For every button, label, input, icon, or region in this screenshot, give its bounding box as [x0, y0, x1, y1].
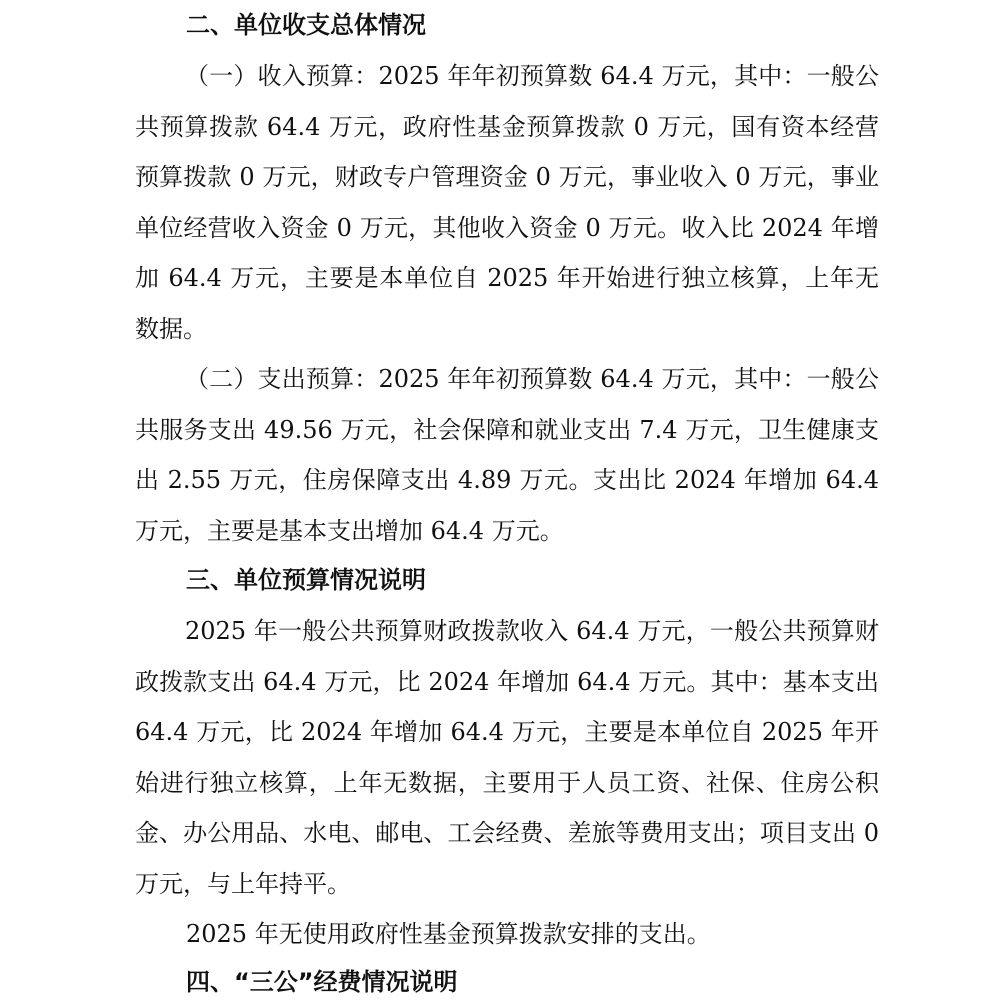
expenditure-budget-paragraph: （二）支出预算：2025 年年初预算数 64.4 万元，其中：一般公共服务支出 49.56 万元，社会保障和就业支出 7.4 万元，卫生健康支出 2.55 万元，住房保障支出 4.89 万元。支出比 2024 年增加 64.4 万元，主要是基本支出增加 64.4 万元。: [135, 365, 879, 545]
income-budget-paragraph: （一）收入预算：2025 年年初预算数 64.4 万元，其中：一般公共预算拨款 64.4 万元，政府性基金预算拨款 0 万元，国有资本经营预算拨款 0 万元，财政专户管理资金 0 万元，事业收入 0 万元，事业单位经营收入资金 0 万元，其他收入资金 0 万元。收入比 2024 年增加 64.4 万元，主要是本单位自 2025 年开始进行独立核算，上年无数据。: [135, 62, 879, 343]
section-two-heading: 二、单位收支总体情况: [186, 11, 426, 39]
unit-budget-paragraph: 2025 年一般公共预算财政拨款收入 64.4 万元，一般公共预算财政拨款支出 64.4 万元，比 2024 年增加 64.4 万元。其中：基本支出 64.4 万元，比 2024 年增加 64.4 万元，主要是本单位自 2025 年开始进行独立核算，上年无数据，主要用于人员工资、社保、住房公积金、办公用品、水电、邮电、工会经费、差旅等费用支出；项目支出 0 万元，与上年持平。: [135, 617, 879, 898]
section-four-heading: 四、“三公”经费情况说明: [186, 968, 458, 996]
section-three-heading: 三、单位预算情况说明: [186, 566, 426, 594]
government-fund-note: 2025 年无使用政府性基金预算拨款安排的支出。: [186, 920, 711, 948]
